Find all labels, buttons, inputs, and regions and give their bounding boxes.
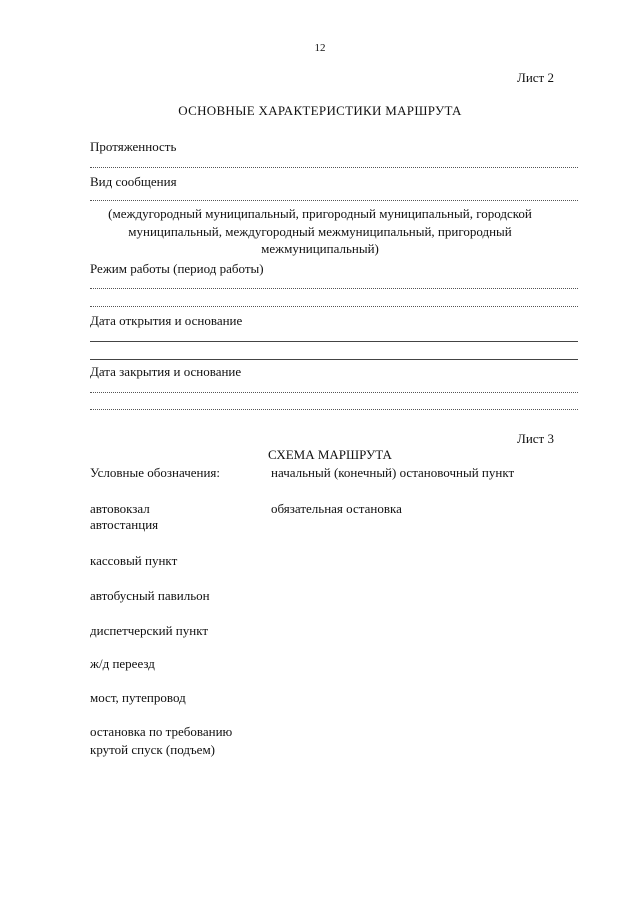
type-line [90, 200, 578, 201]
mode-label: Режим работы (период работы) [90, 261, 264, 276]
legend-steep-slope: крутой спуск (подъем) [90, 742, 215, 757]
legend-bus-station: автостанция [90, 517, 159, 532]
sheet3-title: СХЕМА МАРШРУТА [268, 447, 392, 462]
close-line-1 [90, 392, 578, 393]
sheet2-label: Лист 2 [517, 70, 554, 85]
sheet2-title: ОСНОВНЫЕ ХАРАКТЕРИСТИКИ МАРШРУТА [178, 103, 462, 118]
open-line-2 [90, 359, 578, 360]
legend-bridge: мост, путепровод [90, 690, 186, 705]
close-label: Дата закрытия и основание [90, 364, 242, 379]
mode-line-1 [90, 288, 578, 289]
length-label: Протяженность [90, 139, 177, 154]
open-label: Дата открытия и основание [90, 313, 243, 328]
legend-rail-crossing: ж/д переезд [90, 656, 155, 671]
legend-bus-terminal: автовокзал [90, 501, 150, 516]
legend-ticket-office: кассовый пункт [90, 553, 178, 568]
type-label: Вид сообщения [90, 174, 177, 189]
legend-dispatch-point: диспетчерский пункт [90, 623, 209, 638]
legend-required-stop: обязательная остановка [271, 501, 402, 516]
page-number: 12 [314, 42, 326, 54]
open-line-1 [90, 341, 578, 342]
legend-bus-pavilion: автобусный павильон [90, 588, 210, 603]
type-hint-3: межмуниципальный) [261, 241, 379, 256]
mode-line-2 [90, 306, 578, 307]
sheet3-label: Лист 3 [517, 431, 554, 446]
close-line-2 [90, 409, 578, 410]
legend-start-stop: начальный (конечный) остановочный пункт [271, 465, 515, 480]
legend-request-stop: остановка по требованию [90, 724, 233, 739]
type-hint-2: муниципальный, междугородный межмуниципальный, пригородный [128, 224, 512, 239]
type-hint-1: (междугородный муниципальный, пригородный муниципальный, городской [108, 206, 532, 221]
legend-label: Условные обозначения: [90, 465, 221, 480]
length-line [90, 167, 578, 168]
